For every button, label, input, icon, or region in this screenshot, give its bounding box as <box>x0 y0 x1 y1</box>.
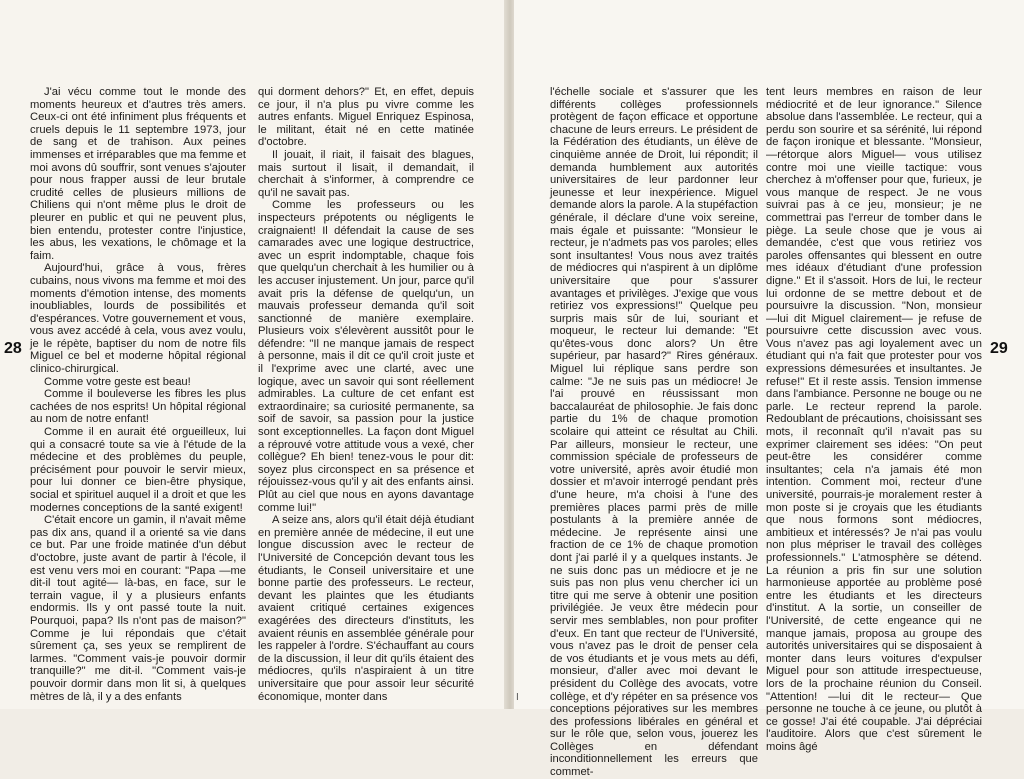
paragraph: tent leurs membres en raison de leur médiocrité et de leur ignorance." Silence absolue dans l'assemblée. Le recteur, qui a perdu son sourire et sa sérénité, lui répond de façon ironique et blessante. "Monsieur, —rétorque alors Miguel— vous utilisez contre moi une vieille tactique: vous cherchez à m'offenser pour que, furieux, je vous manque de respect. Je ne vous suivrai pas à ce jeu, monsieur; je ne commettrai pas l'erreur de tomber dans le piège. La seule chose que je vous ai demandée, c'est que vous retiriez vos paroles offensantes qui blessent en outre mes idéaux d'étudiant d'une profession digne." Et il s'assoit. Hors de lui, le recteur lui ordonne de se mettre debout et de poursuivre la discussion. "Non, monsieur —lui dit Miguel clairement— je refuse de poursuivre cette discussion avec vous. Vous n'avez pas agi loyalement avec un étudiant qui n'a fait que protester pour vos expressions démesurées et insultantes. Je refuse!" Et il reste assis. Tension immense dans l'ambiance. Personne ne bouge ou ne parle. Le recteur reprend la parole. Redoublant de précautions, choisissant ses mots, il reconnaît qu'il n'avait pas su exprimer clairement ses idées: "On peut peut-être les considérer comme insultantes; cela n'a jamais été mon intention. Comment moi, recteur d'une université, pourrais-je moralement rester à mon poste si je croyais que les étudiants que nous formons sont médiocres, ambitieux et intéressés? Je n'ai pas voulu non plus mépriser le travail des collèges professionnels." L'atmosphère se détend. La réunion a pris fin sur une solution harmonieuse apportée au problème posé entre les étudiants et les directeurs d'institut. A la sortie, un conseiller de l'Université, de cette engeance qui ne manque jamais, proposa au groupe des autorités universitaires qui se disposaient à monter dans leurs voitures d'expulser Miguel pour son attitude irrespectueuse, lors de la prochaine réunion du Conseil. "Attention! —lui dit le recteur— Que personne ne touche à ce jeune, ou plutôt à ce gosse! J'ai été coupable. J'ai dépréciai l'auditoire. Alors que c'est sûrement le moins âgé <box>766 86 982 753</box>
left-page <box>0 0 506 709</box>
page-number-right: 29 <box>990 340 1008 357</box>
paragraph: J'ai vécu comme tout le monde des moments heureux et d'autres très amers. Ceux-ci ont été infiniment plus fréquents et cruels depuis le 11 septembre 1973, jour de sang et de trahison. Aux peines immenses et irréparables que ma femme et moi avons dû souffrir, sont venues s'ajouter pour nous frapper aussi de leur brutale crudité celles de plusieurs millions de Chiliens qui n'ont même plus le droit de pleurer en public et qui ne peuvent plus, bien entendu, protester contre l'injustice, les abus, les vexations, le chômage et la faim. <box>30 86 246 262</box>
paragraph: Il jouait, il riait, il faisait des blagues, mais surtout il lisait, il demandait, il cherchait à s'informer, à comprendre ce qu'il ne savait pas. <box>258 148 474 199</box>
right-page-column-1 <box>550 86 758 779</box>
right-page-column-2 <box>766 86 982 753</box>
left-page-column-2 <box>258 86 474 709</box>
paragraph: qui dorment dehors?" Et, en effet, depuis ce jour, il n'a plus pu vivre comme les autres enfants. Miguel Enriquez Espinosa, le militant, était né en cette matinée d'octobre. <box>258 86 474 149</box>
paragraph: Comme il en aurait été orgueilleux, lui qui a consacré toute sa vie à l'étude de la médecine et des problèmes du peuple, précisément pour pouvoir le servir mieux, pour lui donner ce bien-être physique, social et spirituel auquel il a droit et que les modernes conceptions de la santé exigent! <box>30 426 246 514</box>
page-number-left: 28 <box>4 340 22 357</box>
left-page-column-1 <box>30 86 246 709</box>
paragraph: Comme les professeurs ou les inspecteurs prépotents ou négligents le craignaient! Il défendait la cause de ses camarades avec une logique destructrice, avec un esprit indomptable, chaque fois que quelqu'un cherchait à les humilier ou à les accuser injustement. Un jour, parce qu'il avait pris la défense de quelqu'un, un mauvais professeur demanda qu'il soit sanctionné de manière exemplaire. Plusieurs voix s'élevèrent aussitôt pour le défendre: "Il ne manque jamais de respect à personne, mais il dit ce qu'il croit juste et il l'exprime avec une clarté, avec une logique, avec un savoir qui sont réellement admirables. La culture de cet enfant est extraordinaire; sa curiosité permanente, sa soif de savoir, sa passion pour la justice sont exceptionnelles. La façon dont Miguel a réprouvé votre attitude vous a vexé, cher collègue? Eh bien! tenez-vous le pour dit: soyez plus circonspect en sa présence et réjouissez-vous qu'il y ait des enfants ainsi. Plût au ciel que nous en ayons davantage comme lui!" <box>258 199 474 514</box>
stray-mark: I <box>516 692 519 703</box>
paragraph: Comme votre geste est beau! <box>44 375 191 388</box>
right-page <box>514 0 1024 779</box>
paragraph: l'échelle sociale et s'assurer que les différents collèges professionnels protègent de façon efficace et opportune chacune de leurs erreurs. Le président de la Fédération des étudiants, un élève de cinquième année de Droit, lui répondit; il demanda humblement aux autorités universitaires de leur pardonner leur jeunesse et leur inexpérience. Miguel demande alors la parole. A la stupéfaction générale, il déclare d'une voix sereine, mais égale et puissante: "Monsieur le recteur, je n'admets pas vos paroles; elles sont insultantes! Vous nous avez traités de médiocres qui n'aspirent à un diplôme universitaire que pour s'assurer avantages et privilèges. J'exige que vous retiriez vos expressions!" Quelque peu surpris mais sûr de lui, souriant et moqueur, le recteur lui demande: "Et qu'êtes-vous donc alors? Un être supérieur, par hasard?" Rires généraux. Miguel lui réplique sans perdre son calme: "Je ne suis pas un médiocre! Je l'ai prouvé en réussissant mon baccalauréat de philosophie. Je fais donc partie du 1% de chaque promotion scolaire qui atteint ce résultat au Chili. Par ailleurs, monsieur le recteur, une commission spéciale de professeurs de votre université, après avoir étudié mon dossier et m'avoir interrogé pendant près d'une heure, m'a choisi à l'une des premières places parmi près de mille postulants à la première année de médecine. Je représente ainsi une fraction de ce 1% de chaque promotion dont j'ai parlé il y a quelques instants. Je ne suis donc pas un médiocre et je ne suis pas non plus venu chercher ici un titre qui me serve à obtenir une position privilégiée. Je veux être médecin pour servir mes semblables, non pour profiter d'eux. En tant que recteur de l'Université, vous n'avez pas le droit de penser cela de vos étudiants et je vous mets au défi, monsieur, d'aller avec moi devant le président du Collège des avocats, votre collège, et d'y répéter en sa présence vos conceptions péjoratives sur les membres des professions libérales en général et sur le rôle que, selon vous, jouerez les Collèges en défendant inconditionnellement les erreurs que commet- <box>550 86 758 779</box>
paragraph: C'était encore un gamin, il n'avait même pas dix ans, quand il a orienté sa vie dans ce but. Par une froide matinée d'un début d'octobre, juste avant de partir à l'école, il est venu vers moi en courant: "Papa —me dit-il tout agité— là-bas, en face, sur le terrain vague, il y a plusieurs enfants endormis. Ils y ont passé toute la nuit. Pourquoi, papa? Ils n'ont pas de maison?" Comme je lui répondais que c'était sûrement ça, ses yeux se remplirent de larmes. "Comment vais-je pouvoir dormir tranquille?" me dit-il. "Comment vais-je pouvoir dormir dans mon lit si, à quelques mètres de là, il y a des enfants <box>30 514 246 703</box>
paragraph: A seize ans, alors qu'il était déjà étudiant en première année de médecine, il eut une longue discussion avec le recteur de l'Université de Concepción devant tous les étudiants, le Conseil universitaire et une bonne partie des professeurs. Le recteur, devant les plaintes que les étudiants avaient critiqué certaines exigences exagérées des directeurs d'instituts, les avaient réunis en assemblée générale pour les rappeler à l'ordre. S'échauffant au cours de la discussion, il leur dit qu'ils étaient des médiocres, qu'ils n'aspiraient à un titre universitaire que pour assoir leur sécurité économique, monter dans <box>258 514 474 703</box>
paragraph: Aujourd'hui, grâce à vous, frères cubains, nous vivons ma femme et moi des moments d'émotion intense, des moments inoubliables, lourds de possibilités et d'espérances. Votre gouvernement et vous, vous avez accédé à cela, vous avez voulu, je le répète, baptiser du nom de notre fils Miguel ce bel et moderne hôpital régional clinico-chirurgical. <box>30 262 246 376</box>
paragraph: Comme il bouleverse les fibres les plus cachées de nos esprits! Un hôpital régional au nom de notre enfant! <box>30 388 246 426</box>
